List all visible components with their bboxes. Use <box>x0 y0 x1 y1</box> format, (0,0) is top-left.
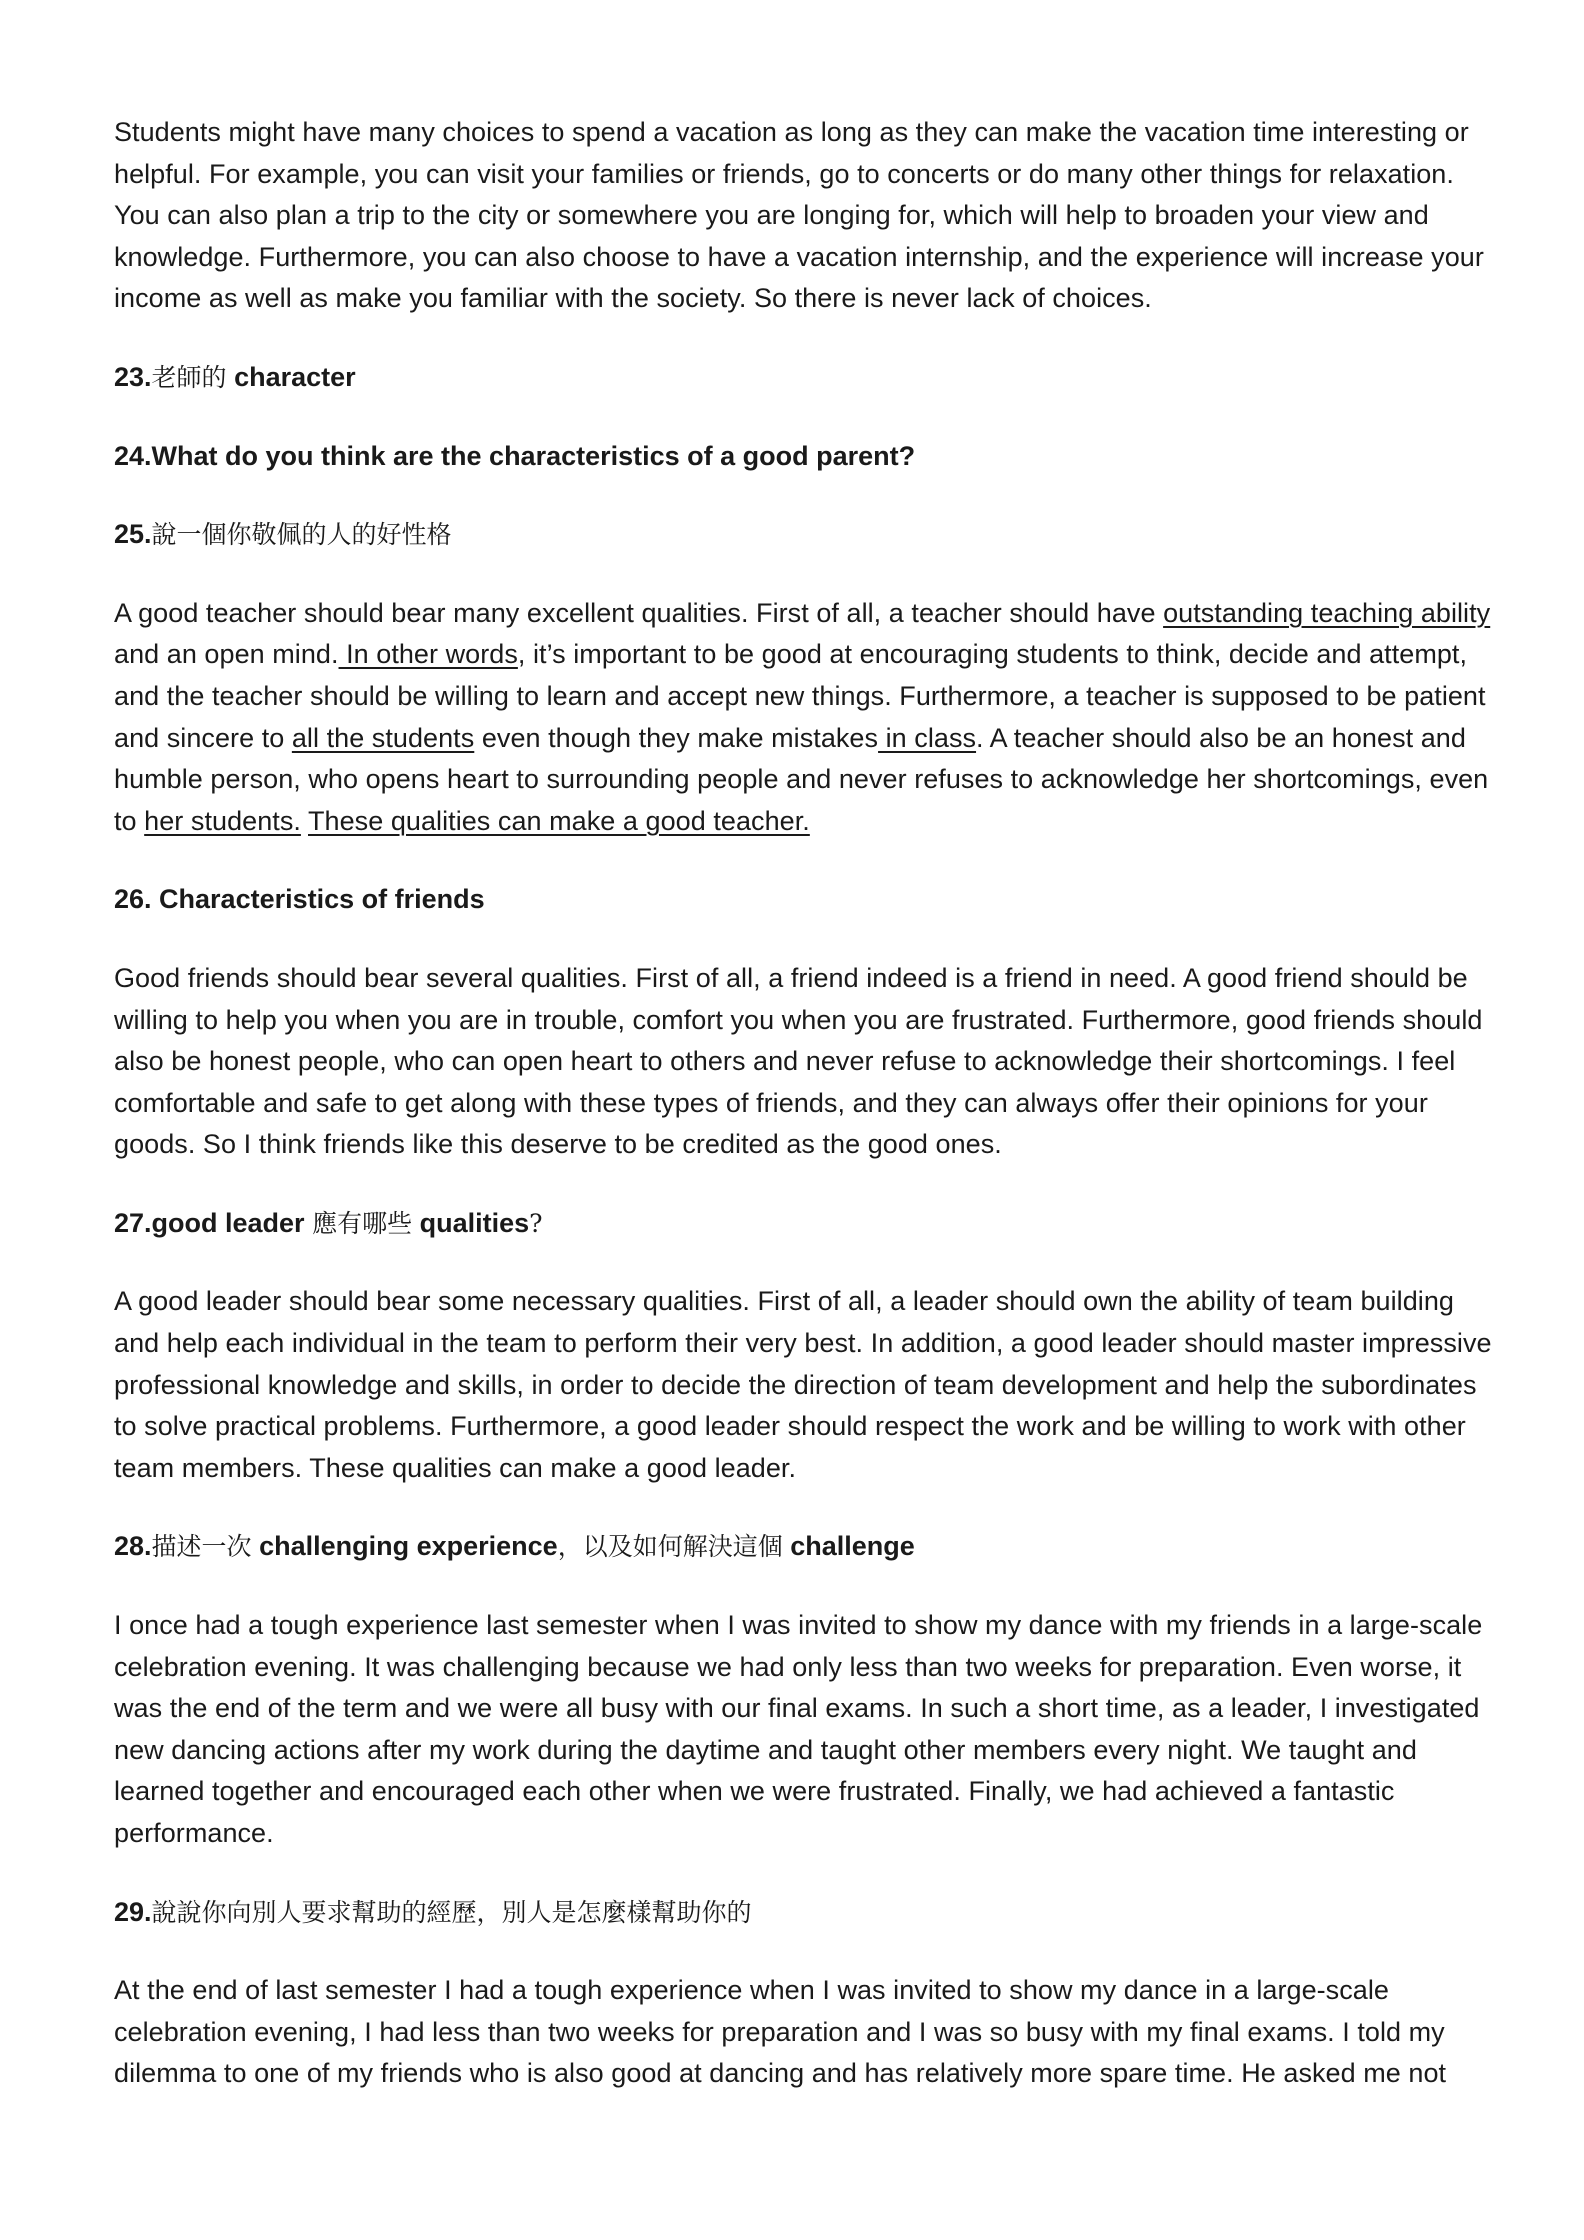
underlined-phrase: These qualities can make a good teacher. <box>308 805 810 836</box>
question-24-heading: 24.What do you think are the characteristics of a good parent? <box>114 440 916 471</box>
question-26-heading: 26. Characteristics of friends <box>114 884 485 915</box>
question-27-heading: 27.good leader 應有哪些 qualities? <box>114 1207 543 1238</box>
help-paragraph: At the end of last semester I had a tough experience when I was invited to show my dance in a large-scale celebration evening, I had less than two weeks for preparation and I was so busy with my final exams. I told my dilemma to one of my friends who is also good at dancing and has relatively more spare time. He asked me not <box>114 1975 1447 2089</box>
document-page <box>114 112 1494 2095</box>
underlined-phrase: outstanding teaching ability <box>1163 597 1491 628</box>
leader-paragraph: A good leader should bear some necessary qualities. First of all, a leader should own the ability of team building and help each individual in the team to perform their very best. In addition, a good leader should master impressive professional knowledge and skills, in order to decide the direction of team development and help the subordinates to solve practical problems. Furthermore, a good leader should respect the work and be willing to work with other team members. These qualities can make a good leader. <box>114 1286 1492 1483</box>
underlined-phrase: her students. <box>144 805 301 836</box>
question-29-heading: 29.說說你向別人要求幫助的經歷，別人是怎麼樣幫助你的 <box>114 1896 752 1927</box>
underlined-phrase: In other words <box>338 639 518 670</box>
question-28-heading: 28.描述一次 challenging experience，以及如何解決這個 challenge <box>114 1531 915 1562</box>
underlined-phrase: all the students <box>291 722 475 753</box>
vacation-paragraph: Students might have many choices to spend a vacation as long as they can make the vacation time interesting or helpful. For example, you can visit your families or friends, go to concerts or do many other things for relaxation. You can also plan a trip to the city or somewhere you are longing for, which will help to broaden your view and knowledge. Furthermore, you can also choose to have a vacation internship, and the experience will increase your income as well as make you familiar with the society. So there is never lack of choices. <box>114 117 1484 314</box>
underlined-phrase: in class <box>878 722 977 753</box>
teacher-paragraph: A good teacher should bear many excellent qualities. First of all, a teacher should have outstanding teaching ability and an open mind. In other words, it’s important to be good at encouraging students to think, decide and attempt, and the teacher should be willing to learn and accept new things. Furthermore, a teacher is supposed to be patient and sincere to all the students even though they make mistakes in class. A teacher should also be an honest and humble person, who opens heart to surrounding people and never refuses to acknowledge her shortcomings, even to her students. These qualities can make a good teacher. <box>114 597 1491 836</box>
challenge-paragraph: I once had a tough experience last semester when I was invited to show my dance with my friends in a large-scale celebration evening. It was challenging because we had only less than two weeks for preparation. Even worse, it was the end of the term and we were all busy with our final exams. In such a short time, as a leader, I investigated new dancing actions after my work during the daytime and taught other members every night. We taught and learned together and encouraged each other when we were frustrated. Finally, we had achieved a fantastic performance. <box>114 1610 1483 1848</box>
friends-paragraph: Good friends should bear several qualities. First of all, a friend indeed is a friend in need. A good friend should be willing to help you when you are in trouble, comfort you when you are frustrated. Furthermore, good friends should also be honest people, who can open heart to others and never refuse to acknowledge their shortcomings. I feel comfortable and safe to get along with these types of friends, and they can always offer their opinions for your goods. So I think friends like this deserve to be credited as the good ones. <box>114 962 1483 1160</box>
question-25-heading: 25.說一個你敬佩的人的好性格 <box>114 519 452 550</box>
question-23-heading: 23.老師的 character <box>114 361 356 392</box>
